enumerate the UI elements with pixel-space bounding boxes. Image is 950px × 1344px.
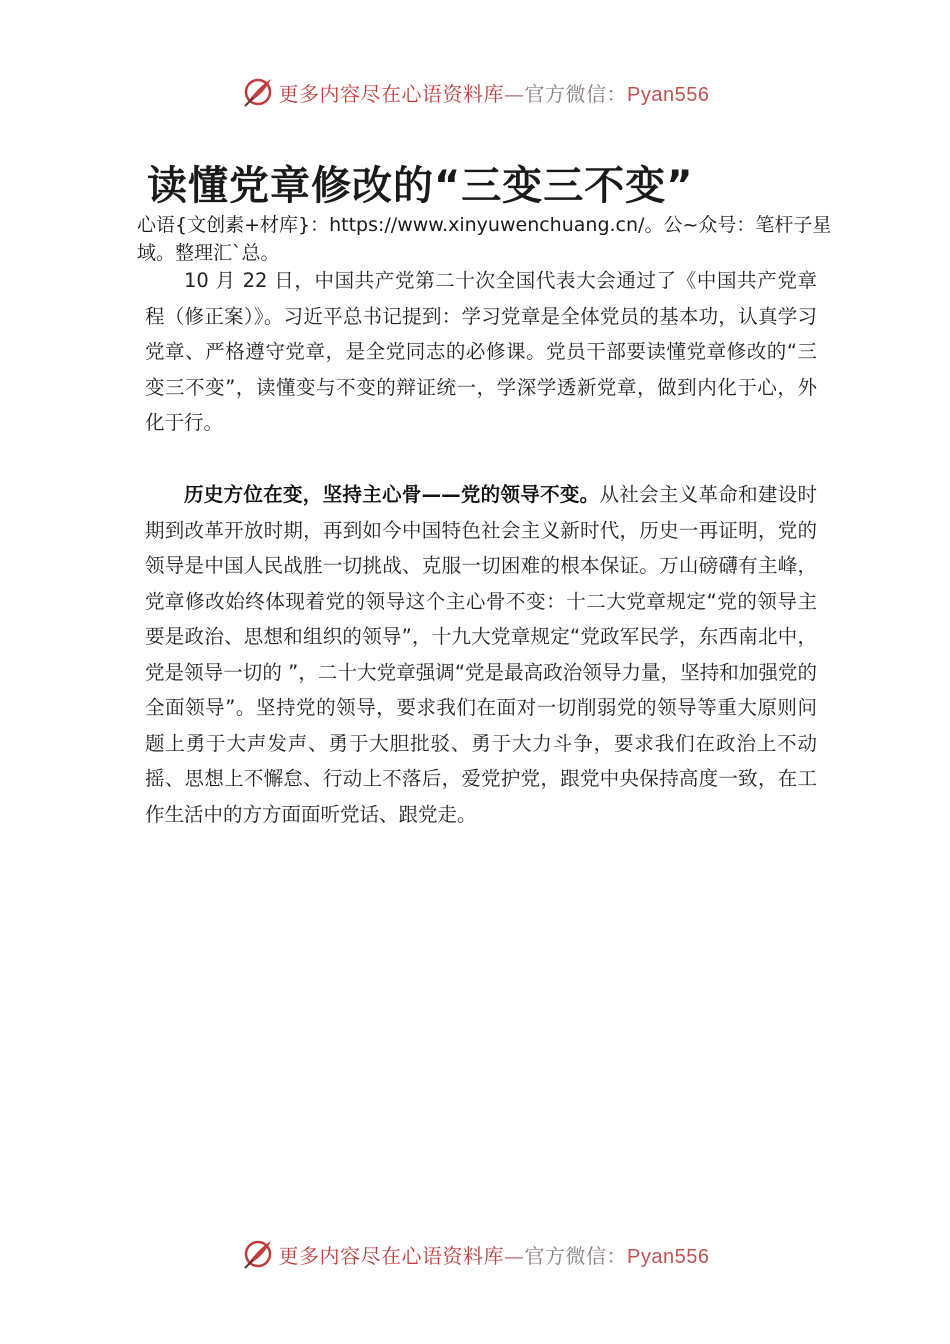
source-note: 心语{文创素+材库}：https://www.xinyuwenchuang.cn/。公~众号：笔杆子星域。整理汇`总。 [137,214,832,264]
paragraph-2-text: 从社会主义革命和建设时期到改革开放时期，再到如今中国特色社会主义新时代，历史一再证明，党的领导是中国人民战胜一切挑战、克服一切困难的根本保证。万山磅礴有主峰，党章修改始终体现着党的领导这个主心骨不变：十二大党章规定“党的领导主要是政治、思想和组织的领导”，十九大党章规定“党政军民学，东西南北中，党是领导一切的 ”，二十大党章强调“党是最高政治领导力量，坚持和加强党的全面领导”。坚持党的领导，要求我们在面对一切削弱党的领导等重大原则问题上勇于大声发声、勇于大胆批驳、勇于大力斗争，要求我们在政治上不动摇、思想上不懈怠、行动上不落后，爱党护党，跟党中央保持高度一致，在工作生活中的方方面面听党话、跟党走。 [145,483,817,826]
banner-wechat-id: Pyan556 [627,83,710,106]
paragraph-1-text: 10 月 22 日，中国共产党第二十次全国代表大会通过了《中国共产党章程（修正案）》。习近平总书记提到：学习党章是全体党员的基本功，认真学习党章、严格遵守党章，是全党同志的必修课。党员干部要读懂党章修改的“三变三不变”，读懂变与不变的辩证统一，学深学透新党章，做到内化于心，外化于行。 [145,269,817,434]
banner-text [279,78,710,107]
body-paragraph-1 [145,263,817,441]
banner-wechat-label: 官方微信： [524,81,628,106]
header-banner [0,70,950,114]
banner-wechat-id: Pyan556 [627,1245,710,1268]
quill-logo-icon [241,75,275,109]
banner-separator: — [504,1243,525,1268]
body-paragraph-2 [145,477,817,832]
banner-wechat-label: 官方微信： [524,1243,628,1268]
footer-banner [0,1232,950,1276]
banner-text [279,1240,710,1269]
banner-site-label: 更多内容尽在心语资料库 [278,81,505,106]
document-title: 读懂党章修改的“三变三不变” [147,163,694,209]
paragraph-2-lead: 历史方位在变，坚持主心骨——党的领导不变。 [184,483,600,506]
quill-logo-icon [241,1237,275,1271]
banner-site-label: 更多内容尽在心语资料库 [278,1243,505,1268]
banner-separator: — [504,81,525,106]
